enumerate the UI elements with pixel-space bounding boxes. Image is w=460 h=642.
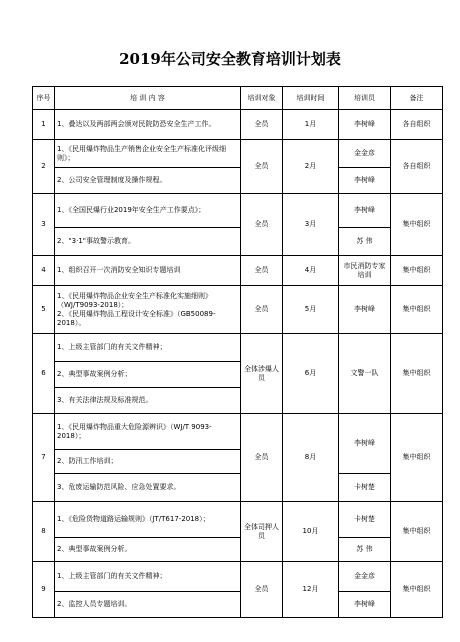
table-row — [33, 474, 443, 502]
trainer: 李树峰 — [339, 414, 391, 474]
training-content-item: 1、《民用爆炸物品生产销售企业安全生产标准化评级细则》； — [55, 140, 241, 168]
training-content-item: 1、组织召开一次消防安全知识专题培训 — [55, 256, 241, 286]
column-header-time: 培训时间 — [283, 87, 339, 110]
row-number: 8 — [33, 502, 55, 562]
column-header-content: 培 训 内 容 — [55, 87, 241, 110]
page-title: 2019年公司安全教育培训计划表 — [119, 50, 341, 68]
trainer: 卡树楚 — [339, 474, 391, 502]
table-row — [33, 110, 443, 140]
note: 集中组织 — [391, 256, 443, 286]
training-target: 全员 — [241, 140, 283, 194]
training-content-item: 2、典型事故案例分析。 — [55, 538, 241, 562]
table-row — [33, 502, 443, 538]
training-time: 2月 — [283, 140, 339, 194]
training-content-item: 1、《民用爆炸物品重大危险源辨识》（WJ/T 9093-2018）； — [55, 414, 241, 450]
trainer: 李树峰 — [339, 194, 391, 228]
trainer: 卡树楚 — [339, 502, 391, 538]
training-content-item: 1、《民用爆炸物品企业安全生产标准化实施细则》（WJ/T9093-2018）； — [57, 291, 212, 309]
table-row — [33, 538, 443, 562]
table-row — [33, 194, 443, 228]
trainer: 李树峰 — [339, 110, 391, 140]
trainer: 李树峰 — [339, 592, 391, 618]
row-number: 9 — [33, 562, 55, 618]
training-content-cell — [55, 286, 241, 334]
training-time: 4月 — [283, 256, 339, 286]
training-content-item: 2、《民用爆炸物品工程设计安全标准》（GB50089-2018）。 — [57, 309, 216, 327]
training-target: 全员 — [241, 286, 283, 334]
training-content-item: 2、监控人员专题培训。 — [55, 592, 241, 618]
training-content-item: 1、上级主管部门的有关文件精神； — [55, 334, 241, 362]
training-time: 8月 — [283, 414, 339, 502]
row-number: 3 — [33, 194, 55, 256]
table-row — [33, 562, 443, 592]
row-number: 2 — [33, 140, 55, 194]
training-content-item: 3、危废运输防范风险、应急处置要求。 — [55, 474, 241, 502]
training-content-item: 1、《全国民爆行业2019年安全生产工作要点》； — [55, 194, 241, 228]
table-row — [33, 168, 443, 194]
table-header-row — [33, 87, 443, 110]
training-target: 全员 — [241, 414, 283, 502]
trainer: 金金彦 — [339, 140, 391, 168]
training-target: 全体司押人员 — [241, 502, 283, 562]
note: 集中组织 — [391, 562, 443, 618]
note: 集中组织 — [391, 334, 443, 414]
training-time: 5月 — [283, 286, 339, 334]
table-row — [33, 286, 443, 334]
table-row — [33, 414, 443, 450]
training-content-item: 2、"3·1"事故警示教育。 — [55, 228, 241, 256]
training-content-item: 2、典型事故案例分析； — [55, 362, 241, 388]
training-time: 1月 — [283, 110, 339, 140]
training-target: 全员 — [241, 110, 283, 140]
column-header-number: 序号 — [33, 87, 55, 110]
table-row — [33, 256, 443, 286]
note: 集中组织 — [391, 502, 443, 562]
column-header-trainer: 培训员 — [339, 87, 391, 110]
row-number: 5 — [33, 286, 55, 334]
column-header-note: 备注 — [391, 87, 443, 110]
table-row — [33, 334, 443, 362]
training-content-item: 2、防汛工作培训； — [55, 450, 241, 474]
trainer: 李树峰 — [339, 168, 391, 194]
note: 集中组织 — [391, 286, 443, 334]
training-content-item: 1、《危险货物道路运输规则》（JT/T617-2018）； — [55, 502, 241, 538]
training-time: 6月 — [283, 334, 339, 414]
table-row — [33, 228, 443, 256]
trainer: 李树峰 — [339, 286, 391, 334]
training-time: 12月 — [283, 562, 339, 618]
table-row — [33, 592, 443, 618]
note: 各自组织 — [391, 140, 443, 194]
note: 集中组织 — [391, 414, 443, 502]
note: 集中组织 — [391, 194, 443, 256]
trainer: 苏 伟 — [339, 538, 391, 562]
trainer: 金金彦 — [339, 562, 391, 592]
trainer: 市民消防专家培训 — [339, 256, 391, 286]
note: 各自组织 — [391, 110, 443, 140]
training-content-item: 1、上级主管部门的有关文件精神； — [55, 562, 241, 592]
training-target: 全体涉爆人员 — [241, 334, 283, 414]
training-content-item: 2、公司安全管理制度及操作规程。 — [55, 168, 241, 194]
row-number: 4 — [33, 256, 55, 286]
table-row — [33, 140, 443, 168]
trainer: 文警一队 — [339, 334, 391, 414]
trainer: 苏 伟 — [339, 228, 391, 256]
training-target: 全员 — [241, 194, 283, 256]
row-number: 7 — [33, 414, 55, 502]
row-number: 1 — [33, 110, 55, 140]
training-plan-table — [32, 86, 443, 618]
training-target: 全员 — [241, 562, 283, 618]
training-content-item: 3、有关法律法规及标准规范。 — [55, 388, 241, 414]
row-number: 6 — [33, 334, 55, 414]
training-time: 3月 — [283, 194, 339, 256]
training-content-item: 1、叠达以及两部两会颁对民院防恐安全生产工作。 — [55, 110, 241, 140]
training-target: 全员 — [241, 256, 283, 286]
column-header-target: 培训对象 — [241, 87, 283, 110]
training-time: 10月 — [283, 502, 339, 562]
